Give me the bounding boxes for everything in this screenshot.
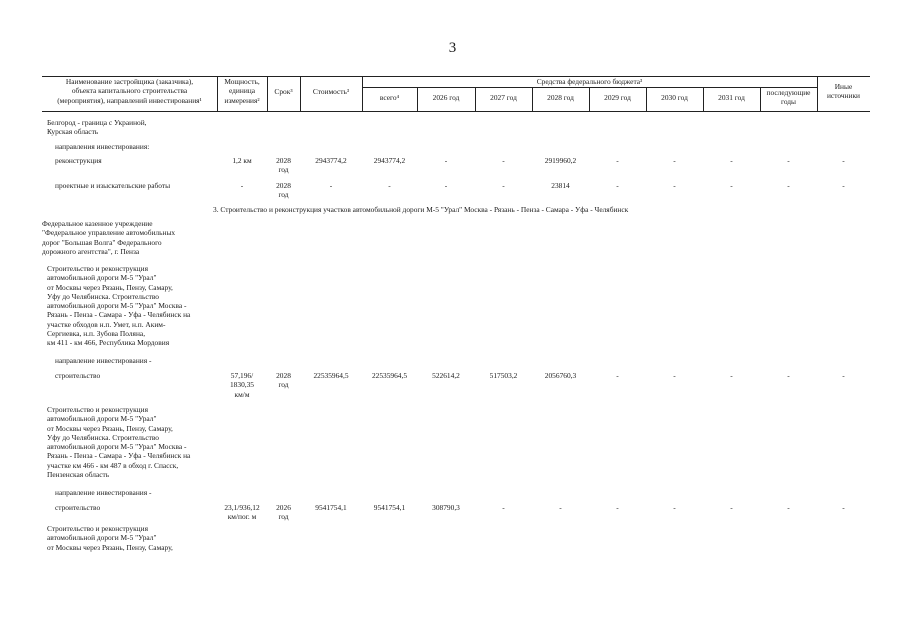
- term-cell: 2026 год: [276, 503, 291, 522]
- header-cost: Стоимость³: [312, 87, 350, 96]
- y2027-cell: 517503,2: [489, 371, 518, 380]
- header-name: Наименование застройщика (заказчика), объекта капитального строительства (мероприятия), направлений инвестирования¹: [57, 77, 202, 105]
- subsequent-cell: -: [787, 156, 790, 165]
- capacity-cell: 23,1/936,12 км/пог. м: [224, 503, 260, 522]
- y2029-cell: -: [616, 503, 619, 512]
- capacity-cell: 1,2 км: [232, 156, 252, 165]
- header-term: Срок³: [274, 87, 293, 96]
- row-name: направление инвестирования -: [55, 356, 152, 365]
- total-cell: 2943774,2: [373, 156, 406, 165]
- y2028-cell: 2056760,3: [544, 371, 577, 380]
- cost-cell: 9541754,1: [315, 503, 347, 512]
- header-year-2028: 2028 год: [547, 93, 574, 102]
- header-federal-budget: Средства федерального бюджета³: [536, 77, 643, 86]
- other-cell: -: [842, 503, 845, 512]
- row-name: направления инвестирования:: [55, 142, 150, 151]
- subsequent-cell: -: [787, 371, 790, 380]
- y2026-cell: 522614,2: [432, 371, 460, 380]
- row-name: проектные и изыскательские работы: [55, 181, 171, 190]
- cost-cell: 22535964,5: [313, 371, 349, 380]
- row-name: направление инвестирования -: [55, 488, 152, 497]
- y2031-cell: -: [730, 156, 733, 165]
- y2027-cell: -: [502, 503, 505, 512]
- other-cell: -: [842, 371, 845, 380]
- page-number: 3: [448, 40, 457, 56]
- row-name: строительство: [55, 371, 101, 380]
- total-cell: 9541754,1: [373, 503, 406, 512]
- other-cell: -: [842, 181, 845, 190]
- header-year-2029: 2029 год: [604, 93, 631, 102]
- y2026-cell: 308790,3: [432, 503, 460, 512]
- y2029-cell: -: [616, 156, 619, 165]
- row-name: строительство: [55, 503, 101, 512]
- y2031-cell: -: [730, 503, 733, 512]
- header-year-2027: 2027 год: [490, 93, 517, 102]
- subsequent-cell: -: [787, 503, 790, 512]
- header-other-sources: Иные источники: [826, 82, 861, 101]
- y2027-cell: -: [502, 181, 505, 190]
- subsequent-cell: -: [787, 181, 790, 190]
- capacity-cell: -: [240, 181, 244, 190]
- y2028-cell: 23814: [551, 181, 570, 190]
- row-name: Белгород - граница с Украиной, Курская область: [47, 118, 147, 137]
- header-year-2030: 2030 год: [661, 93, 688, 102]
- y2028-cell: -: [559, 503, 562, 512]
- term-cell: 2028 год: [276, 181, 291, 200]
- y2028-cell: 2919960,2: [544, 156, 577, 165]
- y2026-cell: -: [444, 156, 448, 165]
- cost-cell: 2943774,2: [315, 156, 347, 165]
- y2029-cell: -: [616, 181, 619, 190]
- header-subsequent: последующие годы: [766, 88, 811, 107]
- y2030-cell: -: [673, 156, 676, 165]
- y2026-cell: -: [444, 181, 448, 190]
- header-year-2026: 2026 год: [432, 93, 460, 102]
- row-name: Строительство и реконструкция автомобильной дороги М-5 "Урал" от Москвы через Рязань, Пензу, Самару,: [47, 524, 173, 552]
- header-year-2031: 2031 год: [718, 93, 745, 102]
- row-name: Строительство и реконструкция автомобильной дороги М-5 "Урал" от Москвы через Рязань, Пензу, Самару, Уфу до Челябинска. Строительство автомобильной дороги М-5 "Урал" Москва - Рязань - Пенза - Самара - Уфа - Челябинск на участке обходов н.п. Умет, н.п. Аким- Сергиевка, н.п. Зубова Поляна, км 411 - км 466, Республика Мордовия: [47, 264, 191, 348]
- row-name: Строительство и реконструкция автомобильной дороги М-5 "Урал" от Москвы через Рязань, Пензу, Самару, Уфу до Челябинска. Строительство автомобильной дороги М-5 "Урал" Москва - Рязань - Пенза - Самара - Уфа - Челябинск на участке км 466 - км 487 в обход г. Спасск, Пензенская область: [47, 405, 191, 480]
- capacity-cell: 57,196/ 1830,35 км/м: [229, 371, 255, 399]
- y2030-cell: -: [673, 371, 676, 380]
- row-name: Федеральное казенное учреждение "Федеральное управление автомобильных дорог "Большая Волга" Федерального дорожного агентства", г. Пенза: [42, 219, 176, 256]
- y2029-cell: -: [616, 371, 619, 380]
- section-title: 3. Строительство и реконструкция участков автомобильной дороги М-5 "Урал" Москва - Рязань - Пенза - Самара - Уфа - Челябинск: [213, 205, 629, 214]
- cost-cell: -: [329, 181, 333, 190]
- other-cell: -: [842, 156, 845, 165]
- row-name: реконструкция: [55, 156, 102, 165]
- header-total: всего⁴: [379, 93, 400, 102]
- term-cell: 2028 год: [276, 371, 291, 390]
- header-capacity: Мощность, единица измерения²: [224, 77, 260, 105]
- y2031-cell: -: [730, 181, 733, 190]
- y2030-cell: -: [673, 503, 676, 512]
- total-cell: -: [388, 181, 391, 190]
- y2031-cell: -: [730, 371, 733, 380]
- total-cell: 22535964,5: [371, 371, 408, 380]
- y2030-cell: -: [673, 181, 676, 190]
- table-header-bottom-border: [42, 111, 870, 112]
- y2027-cell: -: [502, 156, 505, 165]
- term-cell: 2028 год: [276, 156, 291, 175]
